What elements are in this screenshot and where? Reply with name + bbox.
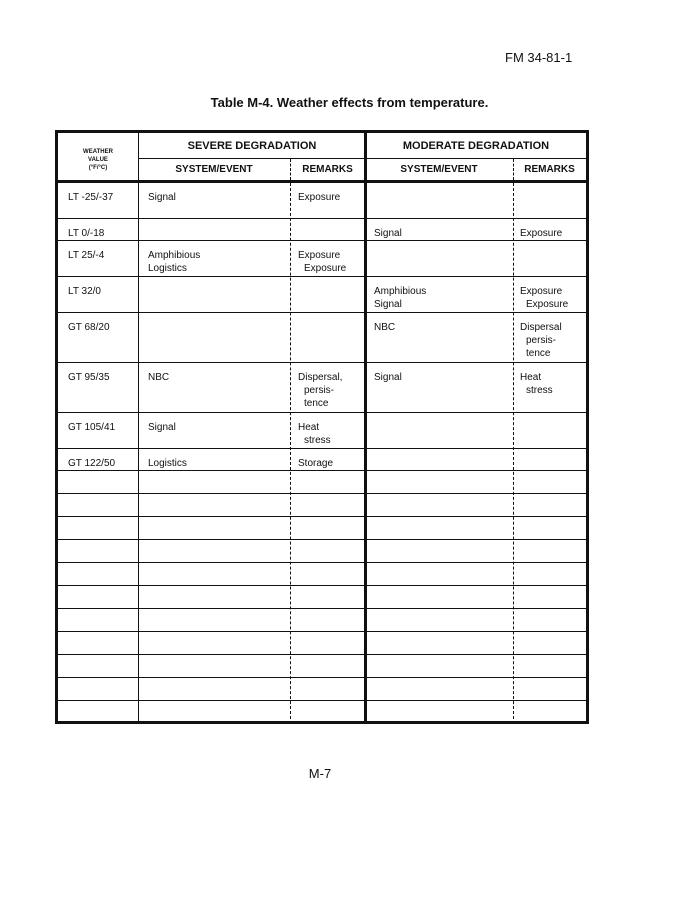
weather-value-cell: LT 32/0	[68, 286, 101, 297]
table-cell	[298, 219, 360, 227]
table-body	[58, 183, 586, 724]
table-cell	[374, 183, 514, 191]
moderate-remarks-header: REMARKS	[524, 164, 575, 175]
column-divider	[290, 183, 291, 724]
table-cell	[520, 449, 582, 457]
severe-remarks-header: REMARKS	[302, 164, 353, 175]
table-cell: NBC	[374, 322, 396, 333]
table-header	[58, 133, 586, 183]
weather-value-cell: GT 95/35	[68, 372, 110, 383]
weather-value-cell: LT -25/-37	[68, 192, 114, 203]
table-cell: Dispersal, persis- tence	[298, 372, 343, 409]
weather-effects-table	[55, 130, 589, 724]
table-cell	[520, 413, 582, 421]
table-cell: Signal	[148, 422, 176, 433]
table-cell: Exposure Exposure	[298, 250, 347, 274]
header-divider	[138, 133, 139, 180]
table-cell: Heat stress	[520, 372, 553, 396]
severe-system-event-header: SYSTEM/EVENT	[175, 164, 253, 175]
moderate-degradation-header: MODERATE DEGRADATION	[366, 133, 586, 159]
weather-value-cell: GT 105/41	[68, 422, 116, 433]
table-cell	[148, 277, 288, 285]
weather-value-cell: LT 25/-4	[68, 250, 105, 261]
header-group-divider	[364, 133, 367, 180]
moderate-system-event-header: SYSTEM/EVENT	[400, 164, 478, 175]
table-cell: Signal	[374, 228, 402, 239]
column-divider	[364, 183, 367, 724]
table-cell: Dispersal persis- tence	[520, 322, 562, 359]
table-cell	[148, 219, 288, 227]
weather-value-cell: GT 122/50	[68, 458, 116, 469]
table-cell: Storage	[298, 458, 334, 469]
table-cell	[374, 449, 514, 457]
header-sub-divider	[513, 159, 514, 180]
column-divider	[513, 183, 514, 724]
table-cell	[374, 241, 514, 249]
document-id: FM 34-81-1	[505, 50, 573, 65]
weather-value-header: WEATHER VALUE (°F/°C)	[83, 149, 113, 171]
table-cell: Heat stress	[298, 422, 331, 446]
severe-degradation-header: SEVERE DEGRADATION	[139, 133, 365, 159]
table-cell: Exposure Exposure	[520, 286, 569, 310]
table-cell	[298, 313, 360, 321]
column-divider	[138, 183, 139, 724]
table-cell	[148, 313, 288, 321]
table-cell: Amphibious Logistics	[148, 250, 201, 274]
table-cell	[374, 413, 514, 421]
weather-value-cell: LT 0/-18	[68, 228, 105, 239]
table-cell: Signal	[374, 372, 402, 383]
page-number: M-7	[308, 766, 332, 781]
table-cell: Exposure	[298, 192, 341, 203]
table-cell: Exposure	[520, 228, 563, 239]
table-title: Table M-4. Weather effects from temperature.	[210, 95, 489, 110]
table-cell: NBC	[148, 372, 170, 383]
table-cell	[520, 183, 582, 191]
table-cell: Signal	[148, 192, 176, 203]
weather-value-cell: GT 68/20	[68, 322, 110, 333]
table-cell	[298, 277, 360, 285]
header-sub-divider	[290, 159, 291, 180]
table-cell: Logistics	[148, 458, 187, 469]
table-cell	[520, 241, 582, 249]
table-cell: Amphibious Signal	[374, 286, 427, 310]
